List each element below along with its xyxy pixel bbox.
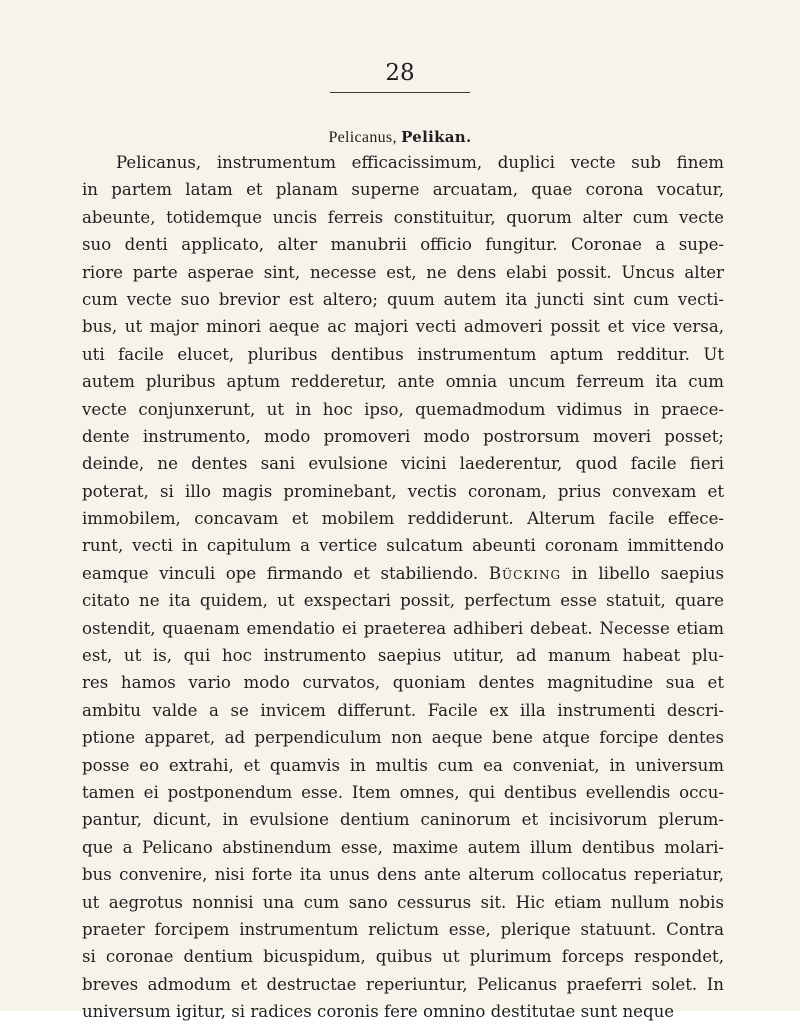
- text-line: ut aegrotus nonnisi una cum sano cessurus sit. Hic etiam nullum nobis: [82, 892, 724, 912]
- text-line: uti facile elucet, pluribus dentibus instrumentum aptum redditur. Ut: [82, 344, 724, 364]
- text-line: bus convenire, nisi forte ita unus dens ante alterum collocatus reperiatur,: [82, 865, 724, 885]
- text-line: in partem latam et planam superne arcuatam, quae corona vocatur,: [82, 180, 724, 200]
- text-line: riore parte asperae sint, necesse est, ne dens elabi possit. Uncus alter: [82, 262, 724, 282]
- body-text: [82, 149, 724, 1026]
- page-number: 28: [385, 60, 415, 86]
- author-name: Bücking: [488, 563, 562, 583]
- text-segment: eamque vinculi ope firmando et stabiliendo.: [82, 563, 479, 583]
- text-line: vecte conjunxerunt, ut in hoc ipso, quemadmodum vidimus in praece-: [82, 399, 724, 419]
- text-line: ptione apparet, ad perpendiculum non aeque bene atque forcipe dentes: [82, 728, 724, 748]
- text-line: est, ut is, qui hoc instrumento saepius utitur, ad manum habeat plu-: [82, 646, 724, 666]
- text-line: cum vecte suo brevior est altero; quum autem ita juncti sint cum vecti-: [82, 289, 724, 309]
- text-segment: in libello saepius: [571, 563, 724, 583]
- text-line: runt, vecti in capitulum a vertice sulcatum abeunti coronam immittendo: [82, 536, 724, 556]
- text-line: ambitu valde a se invicem differunt. Facile ex illa instrumenti descri-: [82, 700, 724, 720]
- text-line: breves admodum et destructae reperiuntur, Pelicanus praeferri solet. In: [82, 974, 724, 994]
- text-line: que a Pelicano abstinendum esse, maxime autem illum dentibus molari-: [82, 837, 724, 857]
- text-line: ostendit, quaenam emendatio ei praeterea adhiberi debeat. Necesse etiam: [82, 618, 724, 638]
- text-line: si coronae dentium bicuspidum, quibus ut plurimum forceps respondet,: [82, 947, 724, 967]
- text-line: praeter forcipem instrumentum relictum esse, plerique statuunt. Contra: [82, 919, 724, 939]
- text-line-with-author: [82, 560, 724, 587]
- text-line: Pelicanus, instrumentum efficacissimum, duplici vecte sub finem: [116, 153, 724, 172]
- text-line: tamen ei postponendum esse. Item omnes, qui dentibus evellendis occu-: [82, 782, 724, 802]
- text-line: abeunte, totidemque uncis ferreis constituitur, quorum alter cum vecte: [82, 207, 724, 227]
- text-line: res hamos vario modo curvatos, quoniam dentes magnitudine sua et: [82, 673, 724, 693]
- section-heading: [0, 128, 800, 147]
- heading-latin: Pelicanus,: [328, 129, 397, 146]
- text-line: citato ne ita quidem, ut exspectari possit, perfectum esse statuit, quare: [82, 591, 724, 611]
- text-line: posse eo extrahi, et quamvis in multis cum ea conveniat, in universum: [82, 755, 724, 775]
- text-line: dente instrumento, modo promoveri modo postrorsum moveri posset;: [82, 426, 724, 446]
- text-line: poterat, si illo magis prominebant, vectis coronam, prius convexam et: [82, 481, 724, 501]
- text-line: pantur, dicunt, in evulsione dentium caninorum et incisivorum plerum-: [82, 810, 724, 830]
- text-line: autem pluribus aptum redderetur, ante omnia uncum ferreum ita cum: [82, 372, 724, 392]
- text-line: universum igitur, si radices coronis fere omnino destitutae sunt neque: [82, 1002, 675, 1022]
- text-line: immobilem, concavam et mobilem reddiderunt. Alterum facile effece-: [82, 509, 724, 529]
- heading-german: Pelikan.: [401, 128, 472, 146]
- text-line: suo denti applicato, alter manubrii officio fungitur. Coronae a supe-: [82, 235, 724, 255]
- text-line: bus, ut major minori aeque ac majori vecti admoveri possit et vice versa,: [82, 317, 724, 337]
- header-rule: [330, 92, 470, 93]
- text-line: deinde, ne dentes sani evulsione vicini laederentur, quod facile fieri: [82, 454, 724, 474]
